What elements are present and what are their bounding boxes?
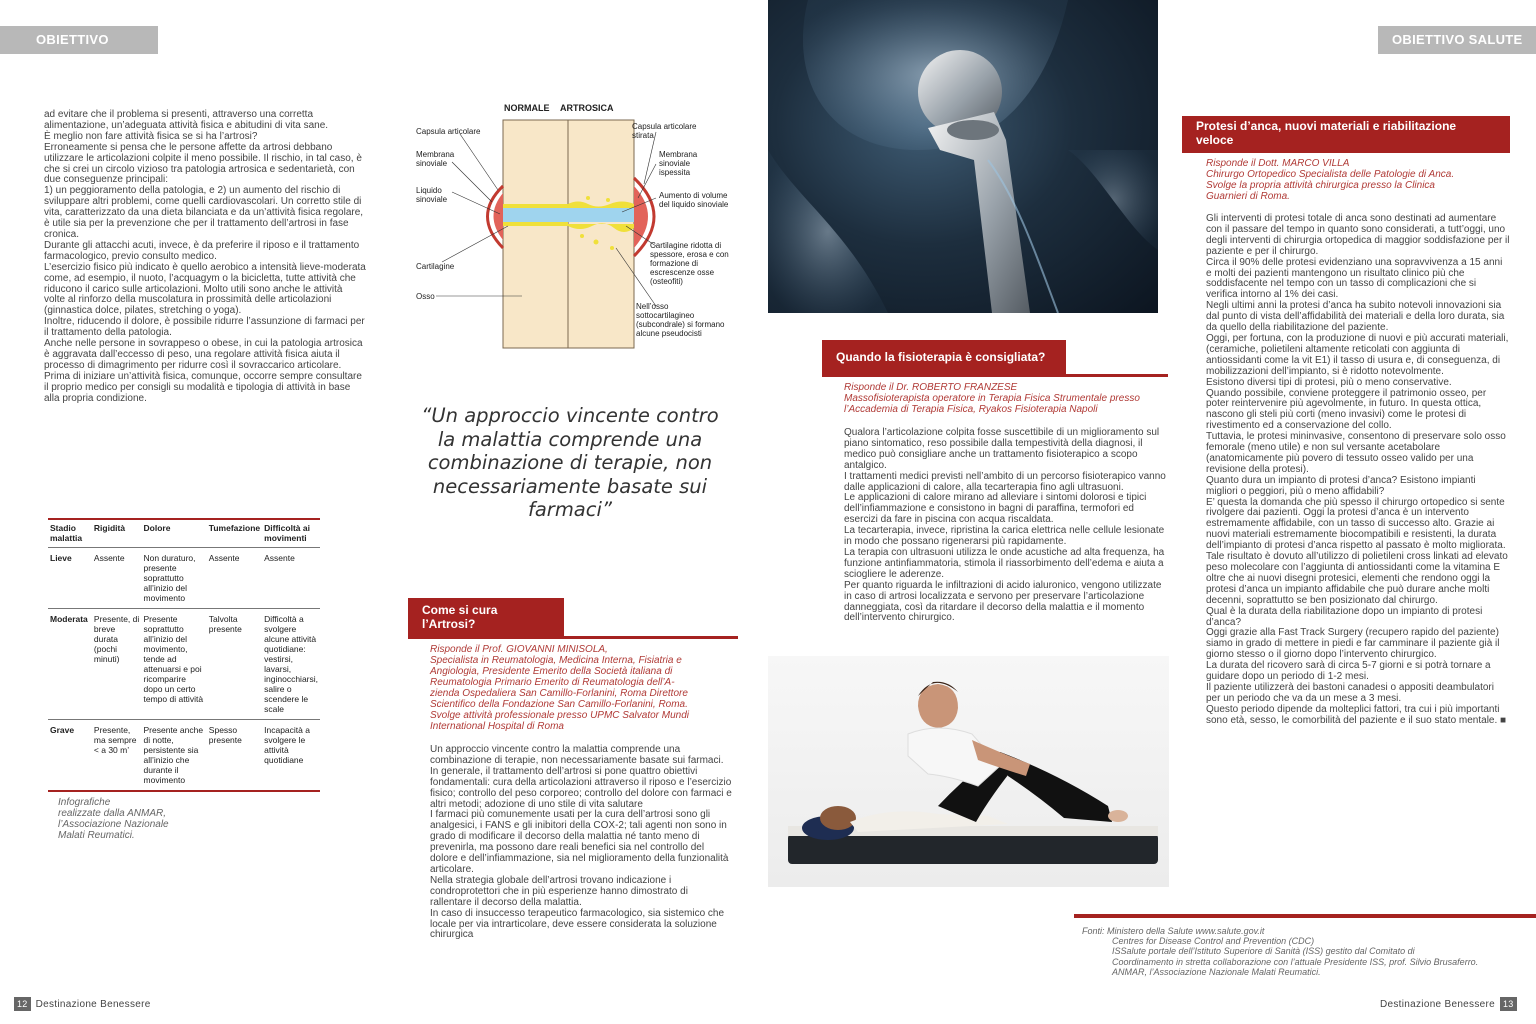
paragraph: Nella strategia globale dell’artrosi trovano indicazione i condroprotettori che in più esperienze hanno dimostrato di rallentare il decorso della malattia.: [430, 874, 688, 908]
table-cell: Moderata: [48, 609, 92, 720]
diagram-label: Membrana sinoviale: [416, 150, 455, 168]
author-line: Reumatologia Primario Emerito di Reumatologia dell’A-: [430, 677, 675, 688]
paragraph: Per quanto riguarda le infiltrazioni di acido ialuronico, vengono utilizzate in caso di artrosi localizzata e servono per preservare l’articolazione danneggiata, così da ritardare il decorso della malattia e il momento dell’intervento chirurgico.: [844, 579, 1162, 624]
hip-prosthesis-graphic: [768, 0, 1158, 313]
diagram-label: Liquido sinoviale: [416, 186, 448, 204]
physiotherapy-photo: [768, 656, 1169, 887]
fisio-title-rule: [822, 374, 1168, 377]
table-cell: Difficoltà a svolgere alcune attività quotidiane: vestirsi, lavarsi, inginocchiarsi, salire o scendere le scale: [262, 609, 320, 720]
diagram-col-normal: NORMALE: [504, 103, 550, 113]
paragraph: Negli ultimi anni la protesi d’anca ha subito notevoli innovazioni sia dal punto di vista dell’affidabilità dei materiali e della loro durata, sia da quello della riabilitazione del paziente.: [1206, 300, 1505, 334]
paragraph: Oggi grazie alla Fast Track Surgery (recupero rapido del paziente) siamo in grado di mettere in piedi e far camminare il paziente già il giorno stesso o il giorno dopo l’intervento chirurgico.: [1206, 627, 1500, 661]
source-line: ISSalute portale dell’Istituto Superiore di Sanità (ISS) gestito dal Comitato di: [1112, 946, 1415, 957]
paragraph: In caso di insuccesso terapeutico farmacologico, sia sistemico che locale per via intrarticolare, deve essere considerata la soluzione chirurgica: [430, 907, 725, 941]
paragraph: I trattamenti medici previsti nell’ambito di un percorso fisioterapico vanno dalle applicazioni di calore, alla tecarterapia fino agli ultrasuoni.: [844, 470, 1166, 493]
author-line: Scientifico della Fondazione San Camillo-Forlanini, Roma.: [430, 699, 688, 710]
paragraph: ad evitare che il problema si presenti, attraverso una corretta alimentazione, un’adeguata attività fisica e abitudini di vita sane.: [44, 109, 329, 131]
protesi-title-rule: [1182, 150, 1510, 153]
page-number-right: 13: [1500, 997, 1517, 1011]
table-header: Stadio malattia: [48, 519, 92, 548]
joint-diagram: [412, 98, 730, 356]
hip-prosthesis-image: [768, 0, 1158, 313]
magazine-title-right: Destinazione Benessere: [1380, 998, 1495, 1010]
author-line: Chirurgo Ortopedico Specialista delle Patologie di Anca.: [1206, 169, 1455, 180]
cura-title-rule: [408, 636, 738, 639]
paragraph: Gli interventi di protesi totale di anca sono destinati ad aumentare con il passare del tempo in quanto sono considerati, a tutt’oggi, uno degli interventi di chirurgia ortopedica di maggior soddisfazione per il paziente e per il chirurgo.: [1206, 213, 1510, 257]
table-cell: Lieve: [48, 548, 92, 609]
physiotherapy-graphic: [768, 656, 1169, 887]
paragraph: Il paziente utilizzerà dei bastoni canadesi o appositi deambulatori per un periodo che va da un mese a 3 mesi.: [1206, 681, 1494, 704]
author-line: Risponde il Dott. MARCO VILLA: [1206, 158, 1350, 169]
caption-line: Malati Reumatici.: [58, 830, 135, 841]
diagram-label: Cartilagine ridotta di spessore, erosa e con formazione di escrescenze osse (osteofiti): [650, 241, 729, 286]
author-line: Risponde il Dr. ROBERTO FRANZESE: [844, 382, 1018, 393]
paragraph: Anche nelle persone in sovrappeso o obese, in cui la patologia artrosica è aggravata dall’eccesso di peso, una regolare attività fisica aiuta il processo di dimagrimento per ridurre così il sovraccarico articolare.: [44, 338, 363, 371]
author-line: zienda Ospedaliera San Camillo-Forlanini, Roma Direttore: [430, 688, 688, 699]
table-row: [48, 609, 320, 720]
diagram-label: Capsula articolare stirata: [632, 122, 697, 140]
magazine-title-left: Destinazione Benessere: [35, 998, 151, 1010]
paragraph: È meglio non fare attività fisica se si ha l’artrosi?: [44, 130, 258, 142]
paragraph: In generale, il trattamento dell’artrosi si pone quattro obiettivi fondamentali: cura della articolazioni attraverso il riposo e l’esercizio fisico; controllo del peso corporeo; controllo del dolore con farmaci e altri metodi; adozione di uno stile di vita salutare: [430, 765, 732, 810]
table-header: Dolore: [142, 519, 207, 548]
diagram-label: Aumento di volume del liquido sinoviale: [659, 191, 729, 209]
diagram-label: Cartilagine: [416, 262, 455, 271]
source-line: Centres for Disease Control and Prevention (CDC): [1112, 936, 1315, 947]
sources-rule: [1074, 914, 1536, 918]
table-cell: Incapacità a svolgere le attività quotidiane: [262, 720, 320, 792]
paragraph: Esistono diversi tipi di protesi, più o meno conservative.: [1206, 376, 1452, 388]
paragraph: L’esercizio fisico più indicato è quello aerobico a intensità lieve-moderata come, ad esempio, il nuoto, l’acquagym o la bicicletta, tutte attività che riducono il carico sulle articolazioni. Molto utili sono anche le attività volte al rinforzo della muscolatura in prossimità delle articolazioni (ginnastica dolce, pilates, stretching o yoga).: [44, 261, 366, 317]
author-line: Massofisioterapista operatore in Terapia Fisica Strumentale presso: [844, 393, 1140, 404]
source-line: ANMAR, l’Associazione Nazionale Malati Reumatici.: [1112, 966, 1321, 977]
paragraph: Le applicazioni di calore mirano ad alleviare i sintomi dolorosi e tipici dell’infiammazione e consistono in bagni di paraffina, termofori ed esercizi da fare in piscina con acqua riscaldata.: [844, 492, 1147, 526]
paragraph: Tuttavia, le protesi mininvasive, consentono di preservare solo osso femorale (meno utile) e non sul versante acetabolare (anatomicamente più povero di tessuto osseo valido per una revisione della protesi).: [1206, 431, 1506, 475]
severity-table: [48, 518, 320, 792]
sources: [1082, 926, 1532, 977]
paragraph: Quanto dura un impianto di protesi d’anca? Esistono impianti migliori o peggiori, più o meno affidabili?: [1206, 474, 1476, 497]
table-cell: Assente: [207, 548, 262, 609]
table-cell: Assente: [262, 548, 320, 609]
paragraph: E’ questa la domanda che più spesso il chirurgo ortopedico si sente rivolgere dai pazienti. Oggi la protesi d’anca è un intervento estremamente affidabile, con un tasso di successo alto. Grazie ai nuovi materiali estremamente biocompatibili e resistenti, la durata dell’impianto di protesi d’anca rispetto al passato è molto migliorata.: [1206, 496, 1506, 552]
table-cell: Presente anche di notte, persistente sia all’inizio che durante il movimento: [142, 720, 207, 792]
author-line: Angiologia, Presidente Emerito della Società italiana di: [430, 666, 673, 677]
table-row: [48, 720, 320, 792]
author-line: Svolge la propria attività chirurgica presso la Clinica: [1206, 180, 1435, 191]
paragraph: Inoltre, riducendo il dolore, è possibile ridurre l’assunzione di farmaci per il trattamento della patologia.: [44, 316, 365, 339]
source-line: Fonti: Ministero della Salute www.salute.gov.it: [1082, 926, 1265, 936]
fisio-author: [844, 382, 1174, 415]
table-cell: Presente, ma sempre < a 30 m’: [92, 720, 142, 792]
paragraph: La durata del ricovero sarà di circa 5-7 giorni e si potrà tornare a guidare dopo un periodo di 1-2 mesi.: [1206, 660, 1491, 683]
footer-right: [1380, 997, 1517, 1011]
protesi-text: [1206, 214, 1510, 727]
author-line: Svolge attività professionale presso UPMC Salvator Mundi: [430, 710, 690, 721]
diagram-label: Membrana sinoviale ispessita: [659, 150, 698, 177]
footer-left: [14, 997, 151, 1011]
paragraph: La terapia con ultrasuoni utilizza le onde acustiche ad alta frequenza, ha funzione antinfiammatoria, stimola il riassorbimento dell’edema e aiuta a sciogliere le aderenze.: [844, 546, 1165, 580]
pull-quote: “Un approccio vincente contro la malattia comprende una combinazione di terapie, non necessariamente basate sui farmaci”: [421, 404, 719, 521]
paragraph: Erroneamente si pensa che le persone affette da artrosi debbano utilizzare le articolazioni colpite il meno possibile. Il rischio, in tal caso, è che si crei un circolo vizioso tra patologia artrosica e sedentarietà, con due conseguenze principali:: [44, 141, 362, 186]
paragraph: Prima di iniziare un’attività fisica, comunque, occorre sempre consultare il proprio medico per consigli su modalità e tipologia di attività in base alla propria condizione.: [44, 370, 362, 404]
paragraph: Quando possibile, conviene proteggere il patrimonio osseo, per poter reintervenire più agevolmente, in futuro. In questa ottica, nascono gli steli più corti (meno invasivi) come le protesi di rivestimento ed a conservazione del collo.: [1206, 387, 1487, 432]
author-line: Specialista in Reumatologia, Medicina Interna, Fisiatria e: [430, 655, 682, 666]
paragraph: I farmaci più comunemente usati per la cura dell’artrosi sono gli analgesici, i FANS e gli inibitori della COX-2; tali agenti non sono in grado di modificare il decorso della malattia né tanto meno di prevenirla, ma possono dare reali benefici sia nel controllo del dolore e dell’infiammazione, sia nel miglioramento della funzionalità articolare.: [430, 809, 729, 875]
caption-line: l’Associazione Nazionale: [58, 819, 169, 830]
paragraph: Un approccio vincente contro la malattia comprende una combinazione di terapie, non necessariamente basate sui farmaci.: [430, 744, 724, 766]
table-cell: Presente soprattutto all’inizio del movimento, tende ad attenuarsi e poi ricomparire dopo un certo tempo di attività: [142, 609, 207, 720]
source-line: Coordinamento in stretta collaborazione con l’attuale Presidente ISS, prof. Silvio Brusaferro.: [1112, 956, 1479, 967]
diagram-label: Nell’osso sottocartilagineo (subcondrale) si formano alcune pseudocisti: [636, 302, 725, 338]
table-cell: Spesso presente: [207, 720, 262, 792]
table-cell: Assente: [92, 548, 142, 609]
table-header: Tumefazione: [207, 519, 262, 548]
cura-text: [430, 745, 732, 941]
author-line: Guarnieri di Roma.: [1206, 191, 1290, 202]
paragraph: La tecarterapia, invece, ripristina la carica elettrica nelle cellule lesionate in modo che possano rigenerarsi più rapidamente.: [844, 525, 1165, 548]
diagram-label: Capsula articolare: [416, 127, 481, 136]
paragraph: Qual è la durata della riabilitazione dopo un impianto di protesi d’anca?: [1206, 605, 1483, 628]
section-tag-left: OBIETTIVO SALUTE: [0, 26, 158, 54]
diagram-col-arthritic: ARTROSICA: [560, 103, 614, 113]
cura-author: [430, 644, 730, 732]
paragraph: Qualora l’articolazione colpita fosse suscettibile di un miglioramento sul piano sintomatico, reso possibile dalla tempestività della diagnosi, il medico può consigliare anche un trattamento fisioterapico a scopo antalgico.: [844, 427, 1160, 471]
caption-line: realizzate dalla ANMAR,: [58, 808, 167, 819]
diagram-label: Osso: [416, 292, 435, 301]
paragraph: 1) un peggioramento della patologia, e 2) un aumento del rischio di sviluppare altri problemi, come quelli cardiovascolari. Un corretto stile di vita, caratterizzato da una dieta bilanciata e da un’attività fisica regolare, è utile sia per la prevenzione che per il trattamento dell’artrosi in fase cronica.: [44, 185, 364, 240]
author-line: International Hospital di Roma: [430, 721, 564, 732]
table-cell: Presente, di breve durata (pochi minuti): [92, 609, 142, 720]
fisio-title: Quando la fisioterapia è consigliata?: [822, 340, 1066, 374]
table-cell: Talvolta presente: [207, 609, 262, 720]
table-cell: Grave: [48, 720, 92, 792]
author-line: Risponde il Prof. GIOVANNI MINISOLA,: [430, 644, 608, 655]
author-line: l’Accademia di Terapia Fisica, Ryakos Fisioterapia Napoli: [844, 404, 1098, 415]
paragraph: Questo periodo dipende da molteplici fattori, tra cui i più importanti sono età, sesso, le comorbilità del paziente e il suo stato mentale. ■: [1206, 703, 1507, 726]
paragraph: Circa il 90% delle protesi evidenziano una sopravvivenza a 15 anni e molti dei pazienti mantengono un risultato clinico più che soddisfacente nel tempo con un tasso di complicazioni che si verifica intorno al 1% dei casi.: [1206, 256, 1503, 301]
paragraph: Oggi, per fortuna, con la produzione di nuovi e più accurati materiali, (ceramiche, polietileni altamente reticolati con aggiunta di antiossidanti come la vit E1) il tasso di usura e, di conseguenza, di mobilizzazioni dell’impianto, si è ridotto notevolmente.: [1206, 332, 1509, 377]
table-row: [48, 548, 320, 609]
protesi-title: Protesi d’anca, nuovi materiali e riabilitazione veloce: [1182, 116, 1510, 150]
table-header: Difficoltà ai movimenti: [262, 519, 320, 548]
protesi-author: [1206, 158, 1506, 202]
table-cell: Non duraturo, presente soprattutto all’inizio del movimento: [142, 548, 207, 609]
caption-line: Infografiche: [58, 797, 111, 808]
table-header-row: [48, 519, 320, 548]
paragraph: Tale risultato è dovuto all’utilizzo di polietileni cross linkati ad elevato peso molecolare con l’aggiunta di antiossidanti come la vitamina E oltre che ai nuovi disegni protesici, elementi che rendono oggi la protesi d’anca un impianto affidabile che può durare anche molti decenni, soprattutto se ben posizionato dal chirurgo.: [1206, 551, 1508, 606]
page-number-left: 12: [14, 997, 31, 1011]
cura-title: Come si cura l’Artrosi?: [408, 598, 564, 636]
left-column-text: [44, 110, 366, 404]
fisio-text: [844, 428, 1166, 624]
table-header: Rigidità: [92, 519, 142, 548]
infographic-caption: [58, 797, 258, 841]
paragraph: Durante gli attacchi acuti, invece, è da preferire il riposo e il trattamento farmacologico, previo consulto medico.: [44, 239, 360, 262]
section-tag-right: OBIETTIVO SALUTE: [1378, 26, 1536, 54]
